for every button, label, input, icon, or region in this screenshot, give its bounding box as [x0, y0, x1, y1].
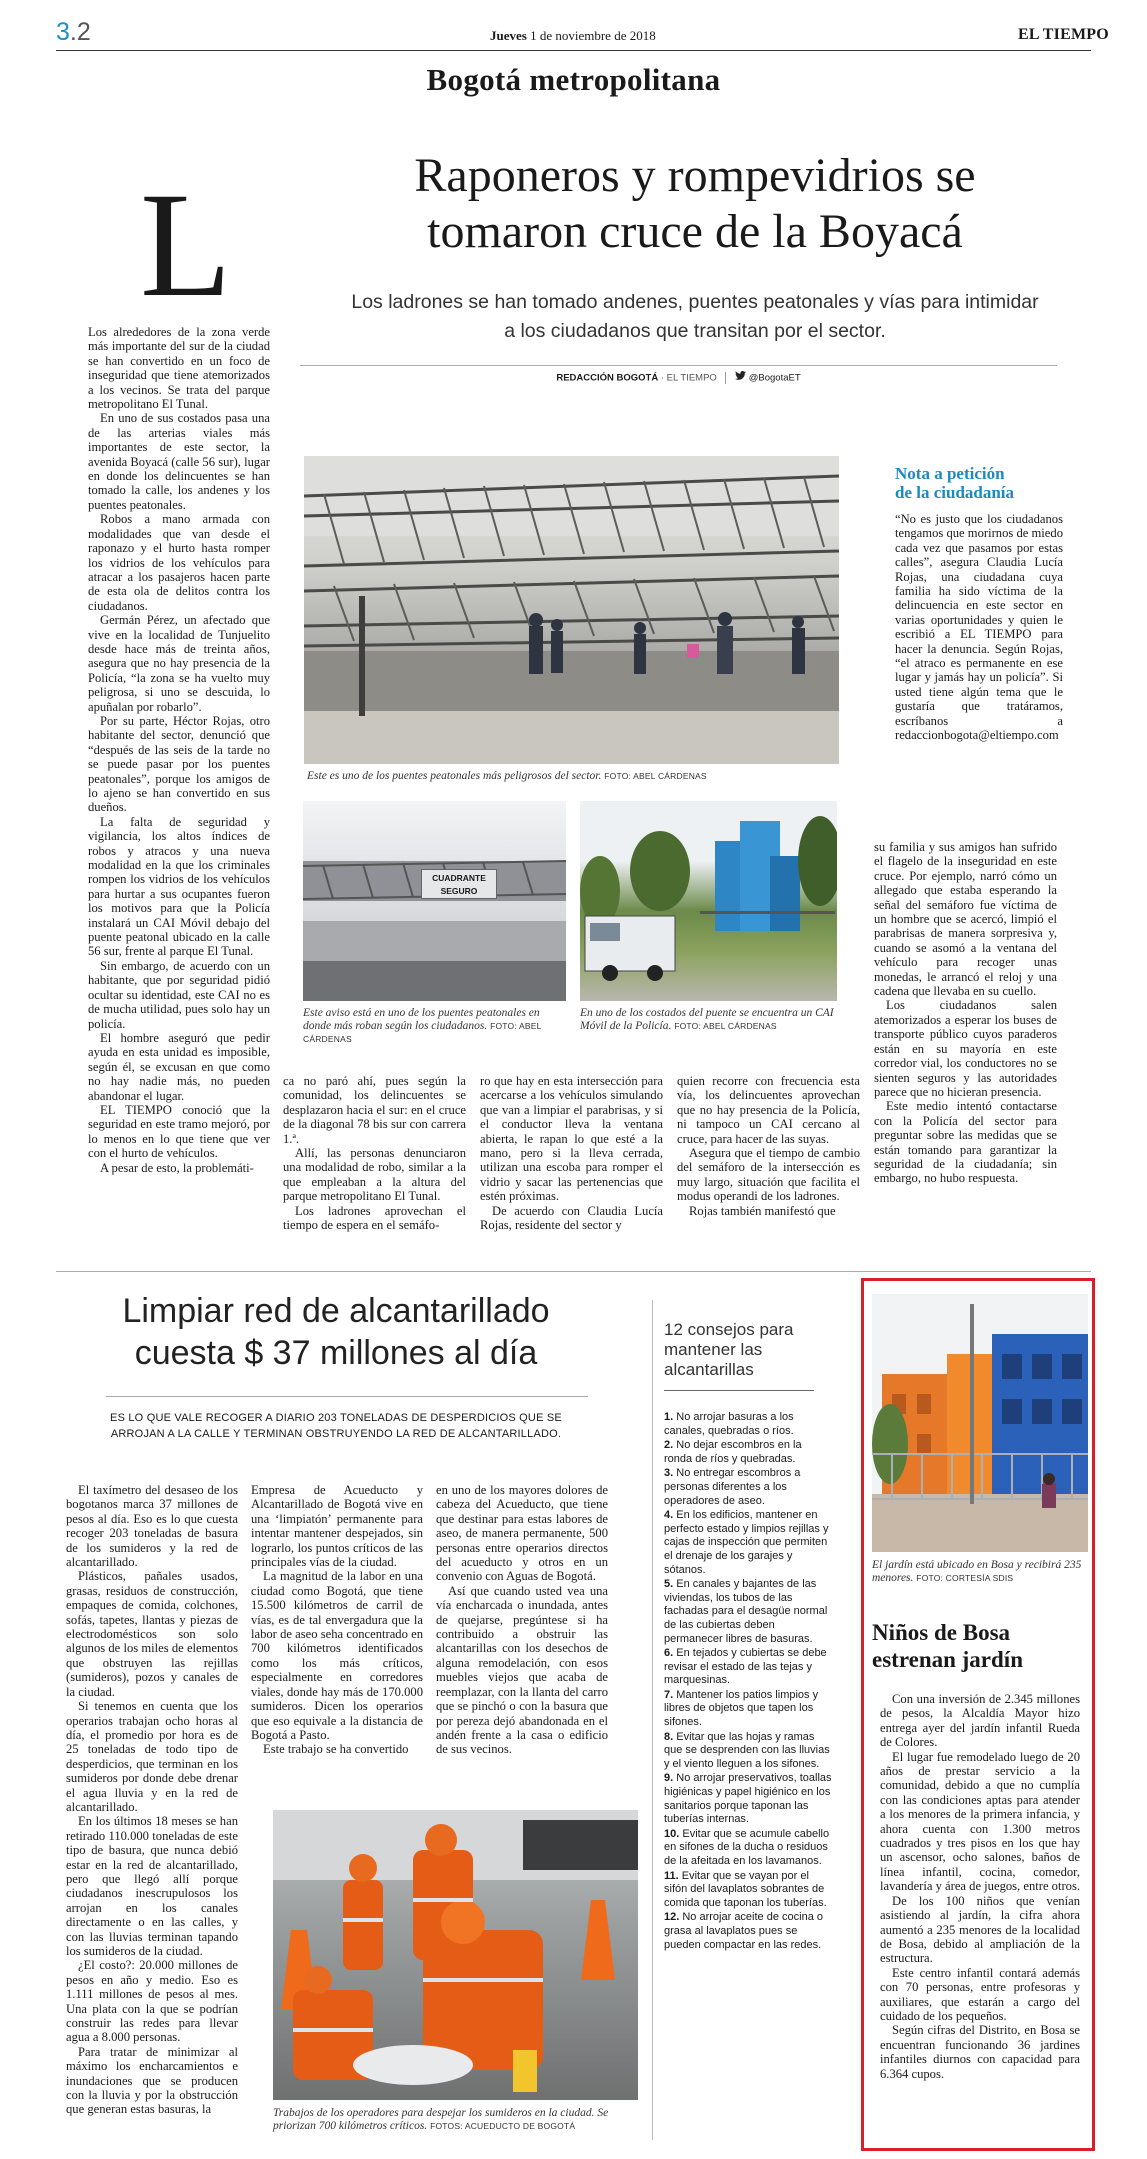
- photo2-credit: FOTO: ABEL CÁRDENAS: [303, 1021, 542, 1044]
- issue-date-rest: 1 de noviembre de 2018: [530, 28, 656, 43]
- security-sign-line2: SEGURO: [440, 886, 478, 896]
- twitter-icon: [735, 368, 746, 388]
- main-deck-line1: Los ladrones se han tomado andenes, puentes peatonales y vías para intimidar: [351, 291, 1039, 313]
- twitter-handle: @BogotaET: [748, 372, 801, 384]
- paragraph: Si tenemos en cuenta que los operarios trabajan ocho horas al día, el promedio por hora es de 25 toneladas de todo tipo de desperdicios, que terminan en los sumideros por donde debe drenar el agua lluvia y en la red de alcantarillado.: [66, 1699, 238, 1814]
- paragraph: A pesar de esto, la problemáti-: [100, 1160, 254, 1175]
- sewer-deck: [56, 1410, 616, 1442]
- tip-item: 6. En tejados y cubiertas se debe revisar el estado de las tejas y marquesinas.: [664, 1647, 827, 1687]
- photo2-caption: Este aviso está en uno de los puentes peatonales en donde más roban según los ciudadanos. FOTO: ABEL CÁRDENAS: [303, 1007, 542, 1044]
- sewer-deck-line2: ARROJAN A LA CALLE Y TERMINAN OBSTRUYENDO LA RED DE ALCANTARILLADO.: [110, 1428, 562, 1440]
- tip-item: 10. Evitar que se acumule cabello en sifones de la ducha o residuos de la afeitada en los lavamanos.: [664, 1827, 830, 1867]
- paragraph: quien recorre con frecuencia esta vía, los delincuentes aprovechan que no hay presencia de la Policía, ni tampoco un CAI cercano al cruce, para hacer de las suyas.: [677, 1074, 860, 1146]
- tips-title-line2: mantener las: [664, 1340, 763, 1359]
- paragraph: Empresa de Acueducto y Alcantarillado de Bogotá vive en una ‘limpiatón’ permanente para intentar mantener despejados, sin lograrlo, los puntos críticos de las principales vías de la ciudad.: [251, 1483, 423, 1570]
- main-headline-line2: tomaron cruce de la Boyacá: [427, 205, 963, 258]
- paragraph: Rojas también manifestó que: [689, 1203, 836, 1218]
- section-title: Bogotá metropolitana: [426, 62, 721, 97]
- paragraph: En los últimos 18 meses se han retirado 110.000 toneladas de este tipo de basura, que nunca debió estar en la red de alcantarillado, pero que llegó allí porque ciudadanos inescrupulosos los arrojan en los canales directamente o en las calles, y con las lluvias terminan tapando los sumideros de la ciudad.: [66, 1814, 238, 1958]
- photo1-credit: FOTO: ABEL CÁRDENAS: [604, 771, 707, 781]
- paragraph: El taxímetro del desaseo de los bogotanos marca 37 millones de pesos al día. Eso es lo que cuesta recoger 203 toneladas de basura de los sumideros y la red de alcantarillado.: [66, 1483, 238, 1570]
- paragraph: Los alrededores de la zona verde más importante del sur de la ciudad se han convertido en un foco de inseguridad que tiene atemorizados a los vecinos. Se trata del parque metropolitano El Tunal.: [88, 325, 270, 412]
- byline: REDACCIÓN BOGOTÁ · EL TIEMPO @BogotaET: [300, 368, 1057, 389]
- main-col-4: [677, 1074, 860, 1218]
- page-number-sub: .2: [69, 18, 91, 46]
- tip-item: 11. Evitar que se vayan por el sifón del lavaplatos sobrantes de comida que taponan los tuberías.: [664, 1869, 827, 1909]
- sewer-photo-caption: Trabajos de los operadores para despejar los sumideros en la ciudad. Se priorizan 700 kilómetros críticos. FOTOS: ACUEDUCTO DE BOGOTÁ: [273, 2107, 609, 2132]
- byline-author: REDACCIÓN BOGOTÁ: [556, 372, 659, 384]
- photo-cai-movil: [580, 801, 837, 1001]
- photo3-credit: FOTO: ABEL CÁRDENAS: [674, 1021, 777, 1031]
- tips-title: [664, 1320, 824, 1380]
- sidebar-title-line2: de la ciudadanía: [895, 483, 1015, 502]
- photo3-caption: En uno de los costados del puente se encuentra un CAI Móvil de la Policía. FOTO: ABEL CÁRDENAS: [580, 1007, 834, 1032]
- photo-kindergarten: [872, 1294, 1088, 1552]
- page-number: [56, 18, 91, 46]
- main-col-5: [874, 840, 1057, 1186]
- sidebar-text: “No es justo que los ciudadanos tengamos que morirnos de miedo cada vez que pasamos por estas calles”, asegura Claudia Lucía Rojas, una ciudadana cuya familia ha sido víctima de la delincuencia en este sector en varias oportunidades y quien le escribió a EL TIEMPO para hacer la denuncia. Según Rojas, “el atraco es permanente en ese lugar y jamás hay un policía”. Si usted tiene algún tema que le gustaría que tratáramos, escríbanos a redaccionbogota@eltiempo.com: [895, 512, 1063, 743]
- tip-item: 8. Evitar que las hojas y ramas que se desprenden con las lluvias y el viento lleguen a los sifones.: [664, 1730, 830, 1770]
- bosa-headline-line2: estrenan jardín: [872, 1647, 1023, 1672]
- security-sign: [421, 869, 497, 899]
- paragraph: Los ladrones aprovechan el tiempo de espera en el semáfo-: [283, 1203, 466, 1233]
- paragraph: Asegura que el tiempo de cambio del semáforo de la intersección es muy largo, situación que facilita el modus operandi de los ladrones.: [677, 1146, 860, 1204]
- main-col-2: [283, 1074, 466, 1232]
- paragraph: Robos a mano armada con modalidades que van desde el raponazo y el hurto hasta romper los vidrios de los vehículos para atracar a los pasajeros hacen parte de esta ola de delitos contra los ciudadanos.: [88, 512, 270, 613]
- paragraph: ro que hay en esta intersección para acercarse a los vehículos simulando que van a limpiar el parabrisas, y si el conductor lleva la ventana abierta, le rapan lo que esté a la mano, pero si la lleva cerrada, utilizan una escoba para romper el vidrio y sacar las pertenencias que estén próximas.: [480, 1074, 663, 1204]
- paragraph: ¿El costo?: 20.000 millones de pesos en año y medio. Eso es 1.111 millones de pesos al mes. Una plata con la que se podrían construir las redes para llevar agua a 8.000 personas.: [66, 1958, 238, 2045]
- page-number-main: 3: [56, 18, 70, 46]
- sewer-headline-line2: cuesta $ 37 millones al día: [134, 1334, 538, 1372]
- paragraph: Sin embargo, de acuerdo con un habitante, que por seguridad pidió ocultar su identidad, este CAI no es de mucha utilidad, pues solo hay un policía.: [88, 958, 270, 1031]
- sewer-headline: [56, 1290, 616, 1374]
- paragraph: su familia y sus amigos han sufrido el flagelo de la inseguridad en este cruce. Por ejemplo, narró cómo un allegado que estaba esperando la señal del semáforo fue víctima de un hombre que se acercó, limpió el parabrisas de manera sorpresiva y, cuando se asomó a la ventana del vehículo para recoger unas monedas, le arrancó el reloj y una cadena que llevaba en su cuello.: [874, 840, 1057, 999]
- paragraph: Los ciudadanos salen atemorizados a esperar los buses de transporte público cuyos paraderos están en su mayoría en este corredor vial, los conductores no se sienten seguros y las autoridades parece que no hicieran presencia.: [874, 998, 1057, 1099]
- tip-item: 3. No entregar escombros a personas diferentes a los operadores de aseo.: [664, 1467, 801, 1507]
- sidebar-title: [895, 464, 1085, 502]
- paragraph: Con una inversión de 2.345 millones de pesos, la Alcaldía Mayor hizo entrega ayer del jardín infantil Rueda de Colores.: [880, 1692, 1080, 1750]
- tip-item: 5. En canales y bajantes de las viviendas, los tubos de las fachadas para el desagüe normal de las cubiertas deben permanecer libres de basuras.: [664, 1578, 828, 1645]
- sewer-col-2: [251, 1483, 423, 1757]
- main-deck: [300, 288, 1090, 346]
- paragraph: Allí, las personas denunciaron una modalidad de robo, similar a la que empleaban a la altura del parque metropolitano El Tunal.: [283, 1146, 466, 1204]
- issue-date: [490, 28, 656, 44]
- paragraph: Este medio intentó contactarse con la Policía del sector para preguntar sobre las medidas que se están tomando para garantizar la seguridad de la ciudadanía; sin embargo, no hubo respuesta.: [874, 1099, 1057, 1186]
- paragraph: El hombre aseguró que pedir ayuda en esta unidad es imposible, según él, se excusan en que como no hay nadie más, no pueden abandonar el lugar.: [88, 1030, 270, 1103]
- photo-bridge-sign: [303, 801, 566, 1001]
- sidebar-title-line1: Nota a petición: [895, 464, 1005, 483]
- bosa-headline: [872, 1619, 1088, 1673]
- paragraph: De los 100 niños que venían asistiendo al jardín, la cifra ahora aumentó a 235 menores de la localidad de Bosa, debido al ampliación de la estructura.: [880, 1893, 1080, 1966]
- photo-pedestrian-bridge: [304, 456, 839, 764]
- bosa-text: [880, 1692, 1080, 2081]
- paragraph: La falta de seguridad y vigilancia, los altos índices de robos y atracos y una nueva modalidad en la que los criminales rompen los vidrios de los vehículos para hurtar a sus ocupantes fueron los motivos para que la Policía instalará un CAI Móvil debajo del puente peatonal ubicado en la calle 56 sur, frente al parque El Tunal.: [88, 814, 270, 959]
- tip-item: 2. No dejar escombros en la ronda de ríos y quebradas.: [664, 1439, 802, 1465]
- photo-sewer-workers: [273, 1810, 638, 2100]
- paragraph: La magnitud de la labor en una ciudad como Bogotá, que tiene 15.500 kilómetros de carril de vías, es de tal envergadura que la labor de aseo seha concentrado en 700 kilómetros identificados como los más críticos, especialmente en corredores viales, donde hay más de 170.000 sumideros. Dicen los operarios que eso equivale a la distancia de Bogotá a Pasto.: [251, 1569, 423, 1742]
- main-col-3: [480, 1074, 663, 1232]
- paragraph: en uno de los mayores dolores de cabeza del Acueducto, que tiene que destinar para estas labores de aseo, de manera permanente, 500 personas entre operarios directos del acueducto y otros en un convenio con Aguas de Bogotá.: [436, 1483, 608, 1584]
- paragraph: Plásticos, pañales usados, grasas, residuos de construcción, empaques de comida, colchones, sofás, tapetes, llantas y piezas de electrodomésticos son solo algunos de los miles de elementos que obstruyen las rejillas (sumideros), pozos y canales de la ciudad.: [66, 1569, 238, 1699]
- main-col-1: [88, 325, 270, 1175]
- paragraph: Este centro infantil contará además con 70 personas, entre profesoras y auxiliares, que estarán a cargo del cuidado de los pequeños.: [880, 1965, 1080, 2023]
- issue-day: Jueves: [490, 28, 527, 43]
- tip-item: 1. No arrojar basuras a los canales, quebradas o ríos.: [664, 1411, 794, 1437]
- sewer-col-1: [66, 1483, 238, 2117]
- sewer-deck-line1: ES LO QUE VALE RECOGER A DIARIO 203 TONELADAS DE DESPERDICIOS QUE SE: [110, 1412, 562, 1424]
- bosa-photo-caption: El jardín está ubicado en Bosa y recibirá 235 menores. FOTO: CORTESÍA SDIS: [872, 1559, 1082, 1584]
- tip-item: 12. No arrojar aceite de cocina o grasa al lavaplatos pues se pueden compactar en las redes.: [664, 1911, 823, 1951]
- tips-list: [664, 1411, 832, 1953]
- security-sign-line1: CUADRANTE: [432, 873, 486, 883]
- photo1-caption: Este es uno de los puentes peatonales más peligrosos del sector. FOTO: ABEL CÁRDENAS: [307, 770, 707, 782]
- paragraph: Así que cuando usted vea una vía encharcada o inundada, antes de quejarse, pregúntese si ha contribuido a obstruir las alcantarillas con los desechos de alguna remodelación, con esos muebles viejos que acaba de reemplazar, con la llanta del carro que se pinchó o con la basura que por pereza dejó abandonada en el andén frente a la casa o edificio de sus vecinos.: [436, 1583, 608, 1757]
- paragraph: Por su parte, Héctor Rojas, otro habitante del sector, denunció que “después de las seis de la tarde no se puede pasar por los puentes peatonales”, porque los amigos de lo ajeno se han convertido en sus dueños.: [88, 713, 270, 815]
- tip-item: 7. Mantener los patios limpios y libres de objetos que tapen los sifones.: [664, 1688, 819, 1729]
- paragraph: El lugar fue remodelado luego de 20 años de prestar servicio a la comunidad, debido a que no cumplía con las condiciones aptas para atender a los menores de la primera infancia, y ahora cuenta con 1.300 metros cuadrados y tres pisos en los que hay un ascensor, ocho salones, baños de línea infantil, cocina, comedor, lavandería y área de juegos, entre otros.: [880, 1749, 1081, 1894]
- sewer-col-3: [436, 1483, 608, 1757]
- sewer-headline-line1: Limpiar red de alcantarillado: [122, 1292, 550, 1330]
- paragraph: En uno de sus costados pasa una de las arterias viales más importantes de este sector, la avenida Boyacá (calle 56 sur), lugar en donde los delincuentes se han tomado la calle, los andenes y los puentes peatonales.: [88, 411, 270, 512]
- paragraph: De acuerdo con Claudia Lucía Rojas, residente del sector y: [480, 1203, 663, 1233]
- byline-source: EL TIEMPO: [666, 372, 717, 384]
- brand-logo: EL TIEMPO: [1018, 26, 1109, 43]
- main-headline: [300, 148, 1090, 260]
- paragraph: ca no paró ahí, pues según la comunidad, los delincuentes se desplazaron hacia el sur: en el cruce de la diagonal 78 bis sur con carrera 1.ª.: [283, 1074, 466, 1146]
- main-deck-line2: a los ciudadanos que transitan por el sector.: [504, 320, 886, 342]
- paragraph: Este trabajo se ha convertido: [263, 1742, 409, 1757]
- bosa-photo-credit: FOTO: CORTESÍA SDIS: [916, 1573, 1014, 1583]
- bosa-headline-line1: Niños de Bosa: [872, 1620, 1011, 1645]
- tips-title-line1: 12 consejos para: [664, 1320, 794, 1339]
- sewer-photo-credit: FOTOS: ACUEDUCTO DE BOGOTÁ: [430, 2121, 576, 2131]
- drop-cap: L: [140, 162, 232, 328]
- tip-item: 9. No arrojar preservativos, toallas higiénicas y papel higiénico en los sanitarios porque taponan las tuberías internas.: [664, 1772, 832, 1826]
- tip-item: 4. En los edificios, mantener en perfecto estado y limpios rejillas y cajas de inspección que permiten el drenaje de los garajes y sótanos.: [664, 1509, 829, 1576]
- paragraph: Para tratar de minimizar al máximo los encharcamientos e inundaciones que se producen con la lluvia y por la obstrucción que generan estas basuras, la: [66, 2044, 238, 2117]
- tips-title-line3: alcantarillas: [664, 1360, 754, 1379]
- main-headline-line1: Raponeros y rompevidrios se: [414, 149, 976, 202]
- paragraph: Germán Pérez, un afectado que vive en la localidad de Tunjuelito desde hace más de treinta años, asegura que no hay presencia de la Policía, “la zona se ha vuelto muy peligrosa, si uno se descuida, lo apuñalan por robarlo”.: [88, 613, 270, 714]
- paragraph: Según cifras del Distrito, en Bosa se encuentran funcionando 36 jardines infantiles diurnos con capacidad para 6.364 cupos.: [880, 2023, 1080, 2081]
- paragraph: EL TIEMPO conoció que la seguridad en este tramo mejoró, por lo menos en lo que tiene que ver con el hurto de vehículos.: [88, 1102, 270, 1161]
